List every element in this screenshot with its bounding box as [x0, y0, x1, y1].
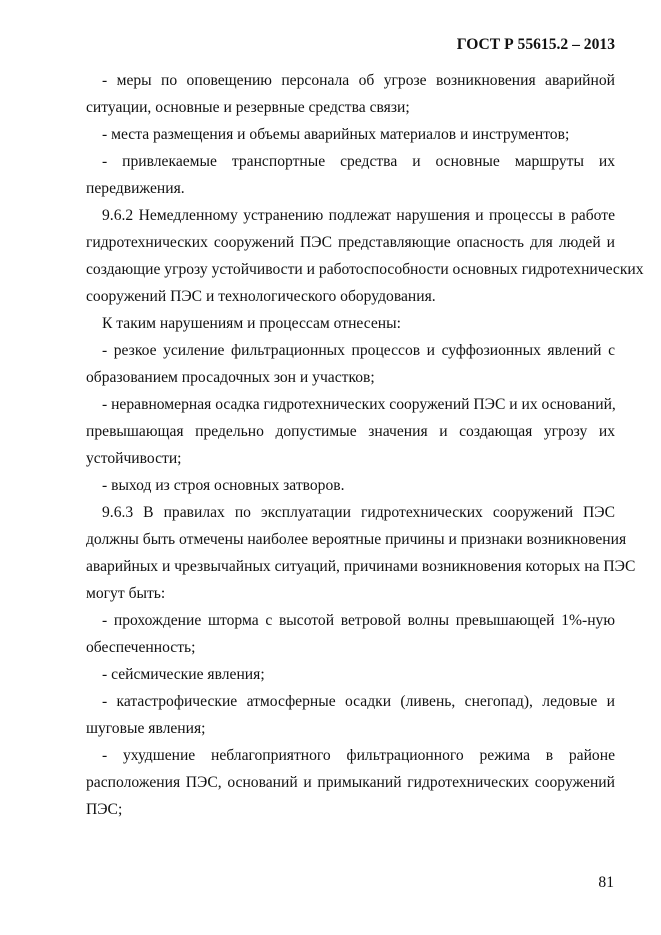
text-line: 9.6.3 В правилах по эксплуатации гидротехнических сооружений ПЭС [102, 504, 615, 521]
page-number: 81 [598, 874, 614, 891]
text-line: - меры по оповещению персонала об угрозе возникновения аварийной [102, 72, 615, 89]
text-line: - ухудшение неблагоприятного фильтрационного режима в районе [102, 747, 615, 764]
text-line: - привлекаемые транспортные средства и основные маршруты их [102, 153, 615, 170]
body-text [86, 67, 644, 823]
text-line: образованием просадочных зон и участков; [86, 369, 375, 386]
text-line: - места размещения и объемы аварийных материалов и инструментов; [102, 126, 570, 143]
text-line: могут быть: [86, 585, 166, 602]
text-line: превышающая предельно допустимые значения и создающая угрозу их [86, 423, 615, 440]
text-line: устойчивости; [86, 450, 182, 467]
text-line: - неравномерная осадка гидротехнических сооружений ПЭС и их оснований, [102, 396, 616, 413]
text-line: - резкое усиление фильтрационных процессов и суффозионных явлений с [102, 342, 615, 359]
text-line: аварийных и чрезвычайных ситуаций, причинами возникновения которых на ПЭС [86, 558, 636, 575]
standard-header: ГОСТ Р 55615.2 – 2013 [456, 36, 615, 53]
text-line: К таким нарушениям и процессам отнесены: [102, 315, 401, 332]
text-line: ситуации, основные и резервные средства связи; [86, 99, 410, 116]
text-line: ПЭС; [86, 801, 123, 818]
text-line: создающие угрозу устойчивости и работоспособности основных гидротехнических [86, 261, 644, 278]
text-line: - катастрофические атмосферные осадки (ливень, снегопад), ледовые и [102, 693, 615, 710]
text-line: обеспеченность; [86, 639, 196, 656]
text-line: 9.6.2 Немедленному устранению подлежат нарушения и процессы в работе [102, 207, 615, 224]
text-line: шуговые явления; [86, 720, 206, 737]
text-line: сооружений ПЭС и технологического оборудования. [86, 288, 436, 305]
text-line: расположения ПЭС, оснований и примыканий гидротехнических сооружений [86, 774, 615, 791]
text-line: должны быть отмечены наиболее вероятные причины и признаки возникновения [86, 531, 627, 548]
text-line: передвижения. [86, 180, 185, 197]
text-line: - сейсмические явления; [102, 666, 265, 683]
text-line: - прохождение шторма с высотой ветровой волны превышающей 1%-ную [102, 612, 615, 629]
text-line: - выход из строя основных затворов. [102, 477, 345, 494]
text-line: гидротехнических сооружений ПЭС представляющие опасность для людей и [86, 234, 615, 251]
